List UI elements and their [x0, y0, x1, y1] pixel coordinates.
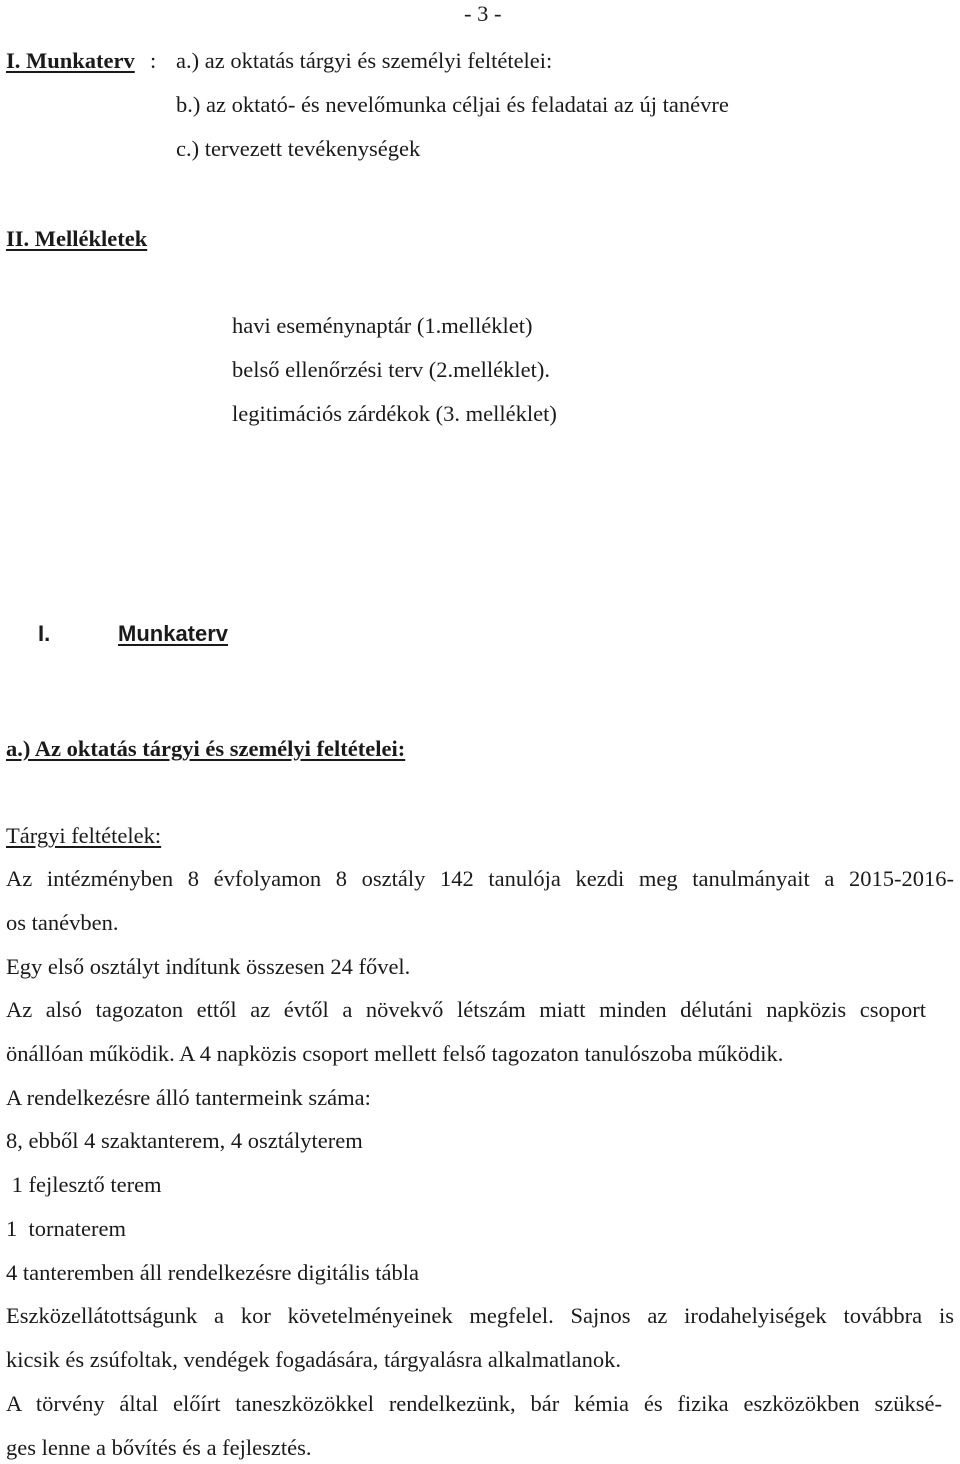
body-line-13: A törvény által előírt taneszközökkel rendelkezünk, bár kémia és fizika eszközökben szüksé- [6, 1391, 942, 1416]
section-number: I. [38, 621, 51, 646]
annex-item-3: legitimációs zárdékok (3. melléklet) [232, 401, 557, 426]
body-line-10: 4 tanteremben áll rendelkezésre digitális tábla [6, 1260, 419, 1285]
body-line-4: Az alsó tagozaton ettől az évtől a növekvő létszám miatt minden délutáni napközis csoport [6, 997, 926, 1022]
toc-item-a: a.) az oktatás tárgyi és személyi feltételei: [176, 48, 553, 73]
annex-item-2: belső ellenőrzési terv (2.melléklet). [232, 357, 550, 382]
body-line-9: 1 tornaterem [6, 1216, 126, 1241]
body-line-3: Egy első osztályt indítunk összesen 24 fővel. [6, 954, 411, 979]
body-line-7: 8, ebből 4 szaktanterem, 4 osztályterem [6, 1128, 363, 1153]
subsection-subheading: Tárgyi feltételek: [6, 823, 162, 848]
subsection-heading: a.) Az oktatás tárgyi és személyi feltételei: [6, 736, 406, 761]
toc-item-c: c.) tervezett tevékenységek [176, 136, 421, 161]
page-number: - 3 - [464, 1, 502, 26]
body-line-2: os tanévben. [6, 910, 119, 935]
body-line-6: A rendelkezésre álló tantermeink száma: [6, 1085, 371, 1110]
body-line-5: önállóan működik. A 4 napközis csoport mellett felső tagozaton tanulószoba működik. [6, 1041, 784, 1066]
body-line-1: Az intézményben 8 évfolyamon 8 osztály 142 tanulója kezdi meg tanulmányait a 2015-2016- [6, 866, 954, 891]
body-line-8: 1 fejlesztő terem [6, 1172, 162, 1197]
body-line-14: ges lenne a bővítés és a fejlesztés. [6, 1435, 312, 1460]
body-line-12: kicsik és zsúfoltak, vendégek fogadására, tárgyalásra alkalmatlanok. [6, 1347, 621, 1372]
toc-item-b: b.) az oktató- és nevelőmunka céljai és feladatai az új tanévre [176, 92, 729, 117]
toc-section-2-label: II. Mellékletek [6, 226, 148, 251]
annex-item-1: havi eseménynaptár (1.melléklet) [232, 313, 533, 338]
body-line-11: Eszközellátottságunk a kor követelményeinek megfelel. Sajnos az irodahelyiségek továbbra is [6, 1303, 954, 1328]
toc-section-1-colon: : [150, 48, 157, 73]
toc-section-1-label: I. Munkaterv [6, 48, 135, 73]
section-title: Munkaterv [118, 621, 229, 646]
